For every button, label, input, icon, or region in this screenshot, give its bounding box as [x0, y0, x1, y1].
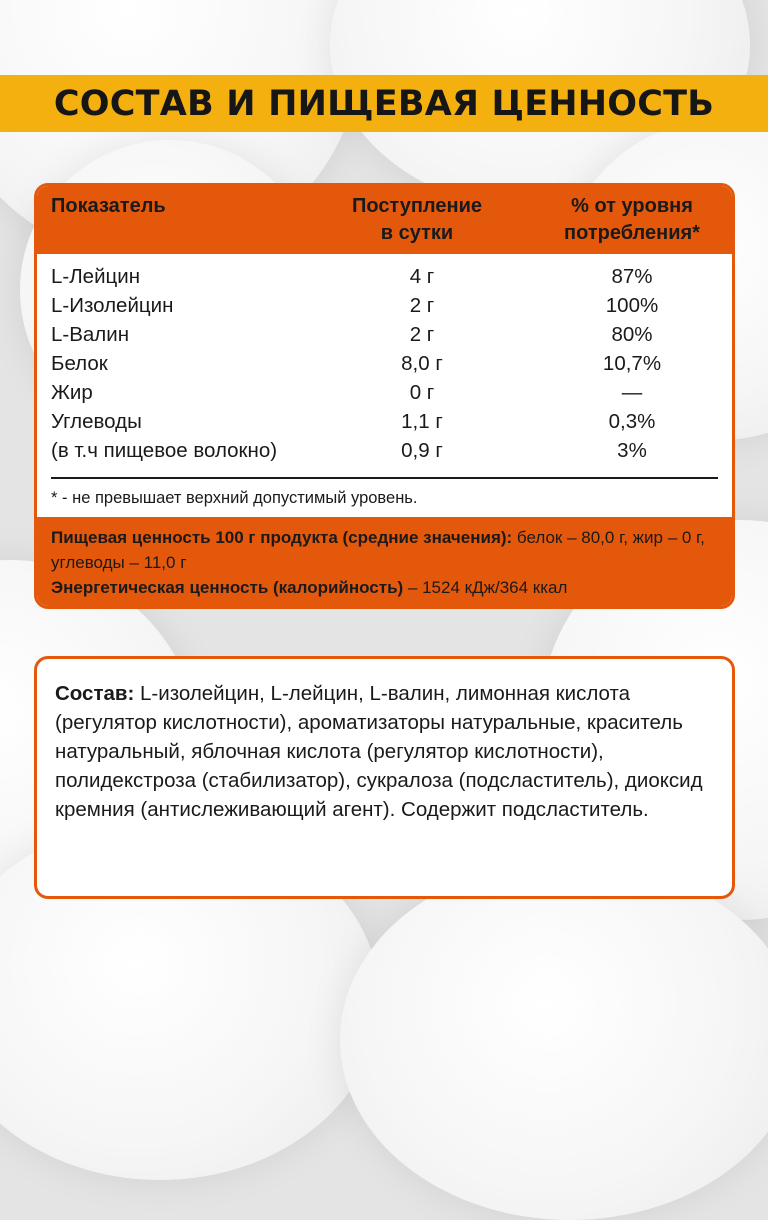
- energy-value-text: [51, 575, 718, 600]
- table-body: [37, 262, 732, 465]
- title-banner: [0, 75, 768, 132]
- row-amount: 2 г: [409, 323, 435, 346]
- header-indicator: Показатель: [51, 195, 166, 217]
- row-amount: 2 г: [409, 294, 435, 317]
- composition-label: Состав:: [55, 682, 135, 705]
- row-percent: —: [621, 381, 643, 404]
- nutrition-value-text: [51, 525, 718, 575]
- row-name: L-Лейцин: [51, 265, 141, 288]
- table-row: [37, 436, 732, 465]
- row-amount: 8,0 г: [401, 352, 443, 375]
- table-row: [37, 262, 732, 291]
- row-name: (в т.ч пищевое волокно): [51, 439, 278, 462]
- header-daily-intake-line1: Поступление: [351, 195, 482, 217]
- header-percent-line2: потребления*: [564, 222, 700, 244]
- energy-value-details: – 1524 кДж/364 ккал: [403, 578, 568, 597]
- row-amount: 1,1 г: [401, 410, 443, 433]
- nutrition-table-card: [34, 183, 735, 609]
- row-percent: 3%: [617, 439, 647, 462]
- row-percent: 10,7%: [602, 352, 662, 375]
- row-name: Углеводы: [51, 410, 142, 433]
- header-percent: [537, 193, 727, 247]
- table-header: [37, 186, 732, 254]
- row-amount: 0,9 г: [401, 439, 443, 462]
- page-title: СОСТАВ И ПИЩЕВАЯ ЦЕННОСТЬ: [53, 83, 715, 124]
- header-percent-line1: % от уровня: [571, 195, 693, 217]
- row-name: L-Изолейцин: [51, 294, 174, 317]
- composition-card: [34, 656, 735, 899]
- header-daily-intake: [327, 193, 507, 247]
- composition-text: [55, 679, 714, 824]
- table-row: [37, 291, 732, 320]
- row-amount: 4 г: [409, 265, 435, 288]
- nutrition-value-label: Пищевая ценность 100 г продукта (средние значения):: [51, 528, 513, 547]
- row-percent: 100%: [605, 294, 659, 317]
- table-divider: [51, 477, 718, 479]
- energy-value-label: Энергетическая ценность (калорийность): [51, 578, 404, 597]
- row-percent: 0,3%: [608, 410, 656, 433]
- footnote: * - не превышает верхний допустимый уровень.: [51, 489, 418, 507]
- background-circle: [340, 860, 768, 1220]
- header-daily-intake-line2: в сутки: [380, 222, 454, 244]
- nutrition-value-block: [37, 517, 732, 609]
- table-row: [37, 378, 732, 407]
- nutrition-value-details: белок – 80,0 г, жир – 0 г, углеводы – 11,0 г: [51, 528, 705, 572]
- row-name: L-Валин: [51, 323, 130, 346]
- row-percent: 80%: [611, 323, 653, 346]
- row-percent: 87%: [611, 265, 653, 288]
- row-name: Жир: [51, 381, 93, 404]
- row-amount: 0 г: [409, 381, 435, 404]
- composition-ingredients: L-изолейцин, L-лейцин, L-валин, лимонная кислота (регулятор кислотности), ароматизаторы натуральные, краситель натуральный, яблочная кислота (регулятор кислотности), полидекстроза (стабилизатор), сукралоза (подсластитель), диоксид кремния (антислеживающий агент). Содержит подсластитель.: [55, 682, 703, 821]
- table-row: [37, 320, 732, 349]
- table-row: [37, 407, 732, 436]
- row-name: Белок: [51, 352, 108, 375]
- table-row: [37, 349, 732, 378]
